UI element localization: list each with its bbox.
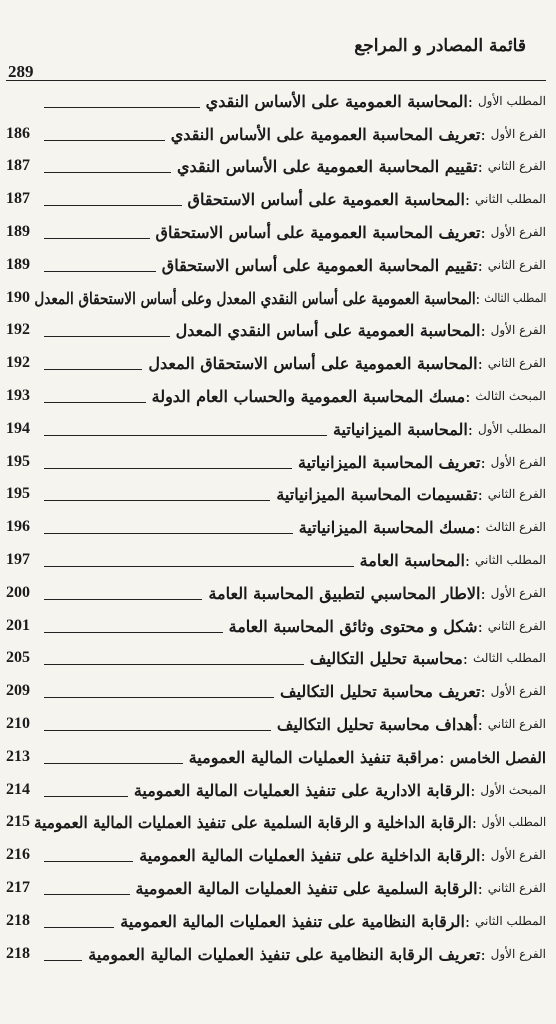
toc-entry-page: 200 [6, 583, 30, 601]
toc-entry-title: مراقبة تنفيذ العمليات المالية العمومية [188, 747, 440, 767]
toc-entry [0, 314, 556, 347]
toc-entry-page: 193 [6, 386, 30, 404]
toc-entry-page: 218 [6, 911, 30, 929]
toc-entry-label: المطلب الأول [481, 815, 546, 830]
toc-entry-label: المطلب الثاني [475, 192, 546, 207]
toc-entry-label: الفرع الثاني [487, 257, 546, 272]
toc-entry-title: تقسيمات المحاسبة الميزانياتية [276, 485, 478, 505]
toc-entry-label: الفرع الأول [490, 848, 546, 863]
toc-entry-page: 197 [6, 550, 30, 568]
toc-leader-line [44, 960, 82, 961]
toc-entry-title: الرقابة الادارية على تنفيذ العمليات المالية العمومية [133, 780, 471, 800]
toc-entry-text [34, 289, 546, 308]
toc-entry-separator: : [462, 650, 473, 669]
toc-entry-page: 192 [6, 321, 30, 339]
toc-entry-separator: : [477, 256, 488, 275]
toc-entry-separator: : [464, 551, 476, 570]
toc-entry-separator: : [465, 387, 476, 406]
toc-leader-line [44, 468, 292, 469]
toc-entry-text [176, 321, 546, 340]
toc-entry-separator: : [480, 223, 491, 242]
toc-entry-page: 194 [6, 419, 30, 437]
toc-entry-title: محاسبة تحليل التكاليف [309, 649, 463, 669]
toc-entry-title: الرقابة السلمية على تنفيذ العمليات المالية العمومية [135, 878, 478, 898]
toc-entry-label: الفرع الأول [490, 224, 546, 239]
toc-entry-text [360, 551, 546, 570]
toc-entry-separator: : [477, 355, 488, 374]
toc-leader-line [44, 566, 354, 567]
toc-entry-label: الفرع الأول [490, 323, 546, 338]
toc-entry-separator: : [470, 781, 481, 800]
toc-leader-line [44, 402, 146, 403]
toc-entry-label: المطلب الأول [477, 421, 546, 436]
toc-leader-line [44, 435, 327, 436]
toc-entry-label: الفرع الثاني [487, 880, 546, 895]
toc-entry [0, 871, 556, 904]
toc-leader-line [44, 927, 114, 928]
toc-entry-separator: : [475, 519, 486, 538]
toc-entry-label: المطلب الثاني [475, 552, 546, 567]
toc-entry-label: الفرع الثاني [487, 716, 546, 731]
toc-entry-separator: : [475, 289, 484, 308]
toc-leader-line [44, 861, 133, 862]
toc-entry [0, 248, 556, 281]
toc-entry [0, 215, 556, 248]
toc-entry-page: 205 [6, 649, 30, 667]
toc-entry-page: 186 [6, 124, 30, 142]
toc-entry [0, 806, 556, 839]
toc-entry-text [280, 682, 546, 701]
toc-entry-title: تعريف المحاسبة الميزانياتية [298, 452, 481, 472]
toc-leader-line [44, 205, 182, 206]
toc-entry-title: المحاسبة العمومية على أساس النقدي المعدل [175, 321, 481, 341]
toc-entry [0, 478, 556, 511]
toc-entry-text [148, 354, 546, 373]
header-rule [6, 80, 546, 81]
toc-entry [0, 150, 556, 183]
toc-entry [0, 346, 556, 379]
toc-entry-text [208, 584, 546, 603]
toc-entry [0, 904, 556, 937]
toc-entry [0, 838, 556, 871]
toc-entry-text [333, 420, 546, 439]
toc-entry-label: المطلب الثالث [483, 290, 546, 305]
toc-entry-text [162, 256, 546, 275]
toc-entry-separator: : [477, 486, 488, 505]
toc-entry-page: 209 [6, 682, 30, 700]
toc-entry [0, 117, 556, 150]
toc-leader-line [44, 763, 183, 764]
toc-entry-label: المطلب الثالث [472, 651, 546, 666]
toc-entry-separator: : [467, 92, 478, 111]
toc-entry-separator: : [471, 814, 482, 833]
toc-entry-text [134, 781, 546, 800]
toc-entry-separator: : [480, 322, 491, 341]
toc-entry-text [136, 879, 546, 898]
toc-entry-label: الفرع الأول [490, 126, 546, 141]
toc-leader-line [44, 238, 150, 239]
toc-entry [0, 379, 556, 412]
toc-entry-text [34, 813, 546, 832]
toc-entry-label: الفرع الأول [490, 454, 546, 469]
toc-entry-text [189, 749, 546, 767]
toc-entry-text [139, 846, 546, 865]
toc-entry-title: المحاسبة العمومية على أساس الاستحقاق [187, 190, 465, 210]
toc-entry-separator: : [467, 420, 478, 439]
toc-entry [0, 84, 556, 117]
toc-entry-page: 214 [6, 780, 30, 798]
toc-entry-text [299, 518, 546, 537]
toc-entry-separator: : [480, 584, 491, 603]
toc-entry-separator: : [480, 453, 491, 472]
toc-entry-title: مسك المحاسبة الميزانياتية [298, 518, 476, 538]
toc-entry [0, 740, 556, 773]
toc-leader-line [44, 500, 270, 501]
toc-entry [0, 609, 556, 642]
toc-entry-text [277, 715, 546, 734]
toc-entry-label: المطلب الأول [477, 93, 546, 108]
toc-leader-line [44, 664, 304, 665]
toc-entry [0, 182, 556, 215]
toc-entry-separator: : [477, 879, 488, 898]
toc-entry-page: 189 [6, 222, 30, 240]
table-of-contents [0, 84, 556, 970]
toc-leader-line [44, 172, 171, 173]
toc-entry [0, 642, 556, 675]
toc-entry-label: المبحث الثالث [475, 388, 546, 403]
toc-entry-title: تعريف محاسبة تحليل التكاليف [280, 682, 481, 702]
toc-entry-separator: : [480, 945, 491, 964]
toc-entry-separator: : [480, 125, 491, 144]
toc-entry-text [171, 125, 546, 144]
toc-entry-title: شكل و محتوى وثائق المحاسبة العامة [228, 616, 478, 636]
toc-entry-page: 187 [6, 157, 30, 175]
toc-entry-separator: : [477, 715, 488, 734]
toc-entry-label: الفصل الخامس [449, 748, 546, 767]
toc-leader-line [44, 796, 128, 797]
toc-leader-line [44, 369, 142, 370]
page-number: 289 [8, 62, 34, 81]
toc-leader-line [44, 632, 223, 633]
toc-leader-line [44, 336, 170, 337]
toc-entry-text [229, 617, 546, 636]
toc-entry-page: 195 [6, 485, 30, 503]
toc-entry-label: المطلب الثاني [475, 913, 546, 928]
toc-leader-line [44, 271, 156, 272]
toc-entry [0, 510, 556, 543]
toc-entry-page: 213 [6, 747, 30, 765]
toc-entry-page: 216 [6, 846, 30, 864]
toc-entry-page: 195 [6, 452, 30, 470]
toc-entry-label: الفرع الثاني [487, 159, 546, 174]
toc-leader-line [44, 533, 293, 534]
toc-entry-text [206, 92, 546, 111]
toc-entry-text [120, 912, 546, 931]
toc-entry-label: الفرع الأول [490, 946, 546, 961]
toc-entry-title: مسك المحاسبة العمومية والحساب العام الدولة [151, 386, 466, 406]
toc-entry-title: المحاسبة العامة [359, 550, 465, 570]
toc-entry-label: الفرع الثاني [487, 356, 546, 371]
toc-entry-title: الرقابة الداخلية على تنفيذ العمليات المالية العمومية [139, 846, 481, 866]
toc-entry-page: 187 [6, 190, 30, 208]
toc-entry-text [276, 485, 546, 504]
toc-entry-text [88, 945, 546, 964]
toc-entry-page: 190 [6, 288, 30, 306]
toc-entry [0, 281, 556, 314]
toc-entry-page: 196 [6, 518, 30, 536]
toc-entry-title: المحاسبة العمومية على أساس الاستحقاق المعدل [148, 354, 478, 374]
toc-entry-title: المحاسبة العمومية على أساس النقدي المعدل وعلى أساس الاستحقاق المعدل [33, 288, 476, 308]
toc-entry [0, 773, 556, 806]
toc-entry-label: الفرع الثاني [487, 487, 546, 502]
toc-entry-label: الفرع الثاني [487, 618, 546, 633]
toc-entry-separator: : [480, 847, 491, 866]
toc-entry-separator: : [464, 912, 476, 931]
toc-entry-page: 218 [6, 944, 30, 962]
toc-leader-line [44, 140, 165, 141]
toc-entry-title: أهداف محاسبة تحليل التكاليف [276, 714, 478, 734]
toc-entry-separator: : [477, 617, 488, 636]
toc-entry [0, 412, 556, 445]
toc-entry [0, 937, 556, 970]
toc-entry-title: تقييم المحاسبة العمومية على أساس الاستحقاق [161, 255, 478, 275]
toc-entry-page: 201 [6, 616, 30, 634]
toc-entry-page: 189 [6, 255, 30, 273]
toc-entry-page: 192 [6, 354, 30, 372]
toc-entry-label: الفرع الثالث [485, 520, 546, 535]
toc-entry-page: 215 [6, 813, 30, 831]
toc-entry-title: تعريف الرقابة النظامية على تنفيذ العمليات المالية العمومية [88, 944, 481, 964]
toc-entry-separator: : [480, 683, 491, 702]
toc-entry [0, 445, 556, 478]
toc-entry [0, 543, 556, 576]
toc-entry-title: الرقابة الداخلية و الرقابة السلمية على تنفيذ العمليات المالية العمومية [33, 813, 472, 833]
toc-entry-text [310, 649, 546, 668]
toc-entry-label: الفرع الأول [490, 684, 546, 699]
toc-entry [0, 674, 556, 707]
toc-entry [0, 576, 556, 609]
toc-entry-title: تقييم المحاسبة العمومية على الأساس النقدي [177, 157, 478, 177]
toc-leader-line [44, 894, 130, 895]
toc-entry-title: المحاسبة الميزانياتية [332, 419, 468, 439]
toc-entry-text [156, 223, 546, 242]
toc-leader-line [44, 107, 200, 108]
toc-entry-title: المحاسبة العمومية على الأساس النقدي [205, 91, 468, 111]
toc-entry-text [177, 157, 546, 176]
toc-entry-label: الفرع الأول [490, 585, 546, 600]
toc-entry-page: 217 [6, 878, 30, 896]
toc-entry [0, 707, 556, 740]
running-header: قائمة المصادر و المراجع [354, 36, 526, 56]
toc-entry-title: الرقابة النظامية على تنفيذ العمليات المالية العمومية [120, 911, 465, 931]
toc-leader-line [44, 599, 202, 600]
toc-entry-text [152, 387, 546, 406]
toc-entry-title: تعريف المحاسبة العمومية على الأساس النقدي [170, 124, 481, 144]
toc-entry-separator: : [464, 191, 476, 210]
toc-entry-separator: : [439, 747, 450, 767]
toc-entry-title: الاطار المحاسبي لتطبيق المحاسبة العامة [208, 583, 481, 603]
toc-entry-text [298, 453, 546, 472]
toc-entry-page: 210 [6, 714, 30, 732]
toc-entry-label: المبحث الأول [480, 782, 546, 797]
toc-leader-line [44, 697, 274, 698]
toc-entry-separator: : [477, 158, 488, 177]
toc-entry-title: تعريف المحاسبة العمومية على أساس الاستحقاق [155, 222, 481, 242]
toc-entry-text [188, 190, 546, 209]
toc-leader-line [44, 730, 271, 731]
